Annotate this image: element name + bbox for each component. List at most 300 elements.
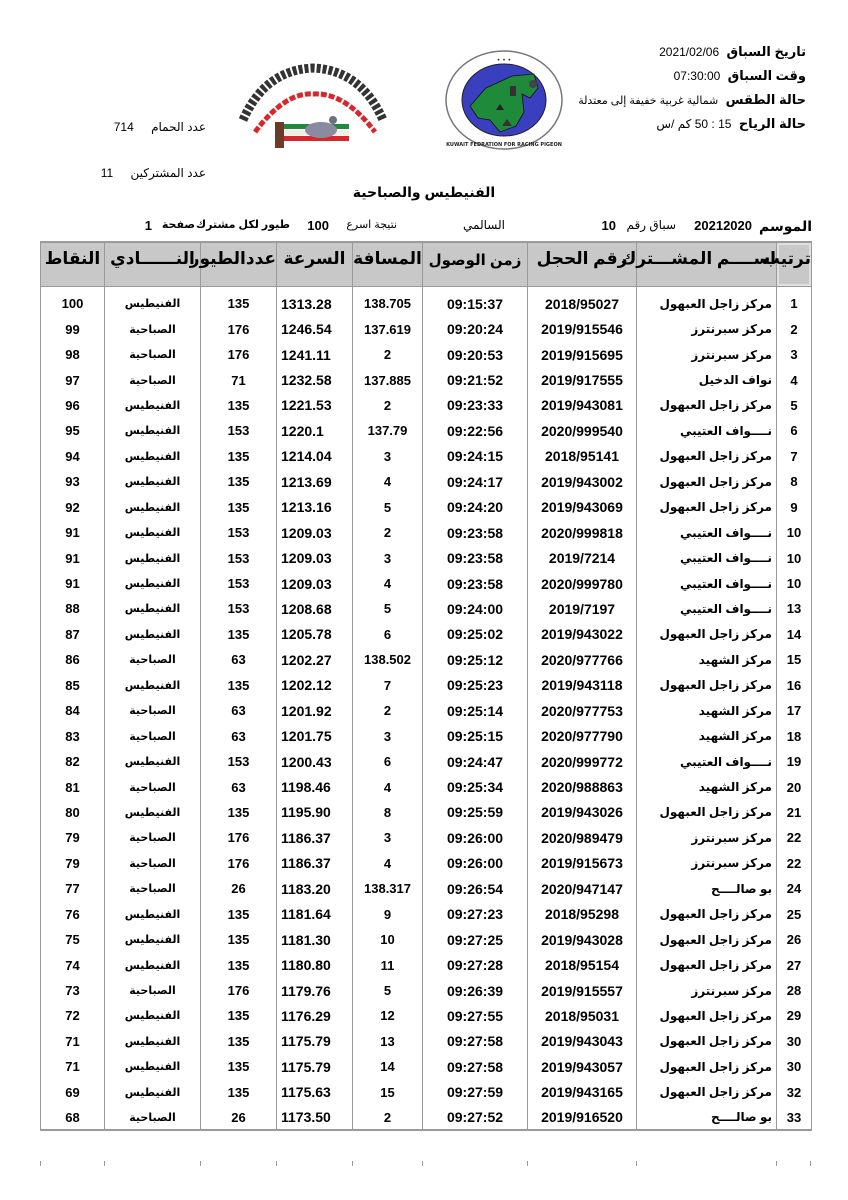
row-bird-count: 135 (201, 902, 277, 927)
row-participant-name: مركز الشهيد (637, 774, 777, 799)
row-arrival-time: 09:24:15 (423, 444, 528, 469)
table-row (41, 545, 812, 570)
header-rank: ترتيب (777, 242, 812, 286)
row-club: الفنيطيس (105, 418, 201, 443)
participants-count-label: عدد المشتركين (130, 166, 206, 180)
svg-text:• • •: • • • (496, 57, 512, 64)
header-points: النقاط (41, 242, 105, 286)
row-participant-name: مركز زاجل العبهول (637, 1080, 777, 1105)
row-rank: 14 (777, 622, 812, 647)
row-bird-count: 135 (201, 495, 277, 520)
row-rank: 33 (777, 1105, 812, 1130)
row-club: الفنيطيس (105, 469, 201, 494)
row-distance: 137.79 (353, 418, 423, 443)
row-participant-name: مركز سبرنترز (637, 978, 777, 1003)
row-points: 98 (41, 342, 105, 367)
row-participant-name: مركز الشهيد (637, 647, 777, 672)
row-bird-count: 135 (201, 1080, 277, 1105)
table-row (41, 1029, 812, 1054)
row-bird-count: 153 (201, 418, 277, 443)
row-distance: 5 (353, 978, 423, 1003)
race-meta (48, 218, 812, 240)
club-logo (225, 50, 400, 160)
row-distance: 11 (353, 952, 423, 977)
row-distance: 5 (353, 495, 423, 520)
row-points: 82 (41, 749, 105, 774)
row-ring-number: 2018/95298 (528, 902, 637, 927)
row-arrival-time: 09:26:54 (423, 876, 528, 901)
row-speed: 1186.37 (277, 851, 353, 876)
table-row (41, 1003, 812, 1028)
row-arrival-time: 09:23:58 (423, 520, 528, 545)
row-arrival-time: 09:24:17 (423, 469, 528, 494)
row-ring-number: 2019/915557 (528, 978, 637, 1003)
row-bird-count: 135 (201, 673, 277, 698)
row-points: 88 (41, 596, 105, 621)
row-rank: 10 (777, 545, 812, 570)
row-ring-number: 2019/943118 (528, 673, 637, 698)
row-points: 77 (41, 876, 105, 901)
row-participant-name: مركز زاجل العبهول (637, 469, 777, 494)
row-bird-count: 176 (201, 316, 277, 341)
table-row (41, 774, 812, 799)
table-row (41, 876, 812, 901)
row-participant-name: نــــواف العتيبي (637, 749, 777, 774)
row-club: الفنيطيس (105, 545, 201, 570)
row-speed: 1205.78 (277, 622, 353, 647)
row-arrival-time: 09:27:58 (423, 1054, 528, 1079)
row-bird-count: 135 (201, 393, 277, 418)
row-rank: 30 (777, 1054, 812, 1079)
row-rank: 22 (777, 851, 812, 876)
row-arrival-time: 09:25:12 (423, 647, 528, 672)
row-participant-name: بو صالــــح (637, 876, 777, 901)
row-club: الفنيطيس (105, 596, 201, 621)
row-bird-count: 135 (201, 469, 277, 494)
table-row (41, 571, 812, 596)
table-row (41, 647, 812, 672)
row-speed: 1201.75 (277, 723, 353, 748)
row-arrival-time: 09:27:25 (423, 927, 528, 952)
row-arrival-time: 09:25:23 (423, 673, 528, 698)
row-ring-number: 2020/989479 (528, 825, 637, 850)
row-points: 75 (41, 927, 105, 952)
row-points: 85 (41, 673, 105, 698)
row-bird-count: 153 (201, 571, 277, 596)
row-bird-count: 135 (201, 952, 277, 977)
table-row (41, 393, 812, 418)
race-date-label: تاريخ السباق (726, 44, 806, 59)
table-row (41, 342, 812, 367)
row-rank: 18 (777, 723, 812, 748)
row-speed: 1220.1 (277, 418, 353, 443)
federation-logo (442, 48, 566, 152)
row-bird-count: 71 (201, 367, 277, 392)
row-points: 87 (41, 622, 105, 647)
row-speed: 1208.68 (277, 596, 353, 621)
table-row (41, 444, 812, 469)
row-club: الصباحية (105, 367, 201, 392)
row-speed: 1180.80 (277, 952, 353, 977)
row-points: 91 (41, 545, 105, 570)
row-speed: 1181.64 (277, 902, 353, 927)
row-distance: 2 (353, 393, 423, 418)
row-rank: 8 (777, 469, 812, 494)
row-bird-count: 153 (201, 749, 277, 774)
row-distance: 12 (353, 1003, 423, 1028)
row-rank: 2 (777, 316, 812, 341)
row-speed: 1200.43 (277, 749, 353, 774)
row-club: الفنيطيس (105, 927, 201, 952)
table-row (41, 723, 812, 748)
result-label: نتيجة اسرع (346, 219, 397, 231)
results-table (40, 241, 812, 1131)
row-rank: 13 (777, 596, 812, 621)
row-speed: 1179.76 (277, 978, 353, 1003)
row-ring-number: 2020/999772 (528, 749, 637, 774)
row-arrival-time: 09:23:33 (423, 393, 528, 418)
pigeons-count-label: عدد الحمام (151, 120, 206, 134)
row-bird-count: 135 (201, 444, 277, 469)
row-participant-name: نــــواف العتيبي (637, 520, 777, 545)
row-club: الفنيطيس (105, 520, 201, 545)
row-bird-count: 153 (201, 596, 277, 621)
row-speed: 1241.11 (277, 342, 353, 367)
row-bird-count: 176 (201, 825, 277, 850)
row-points: 73 (41, 978, 105, 1003)
location: السالمي (463, 218, 505, 232)
row-speed: 1201.92 (277, 698, 353, 723)
row-ring-number: 2018/95027 (528, 291, 637, 316)
row-speed: 1176.29 (277, 1003, 353, 1028)
page-label: صفحة (161, 219, 195, 231)
row-speed: 1221.53 (277, 393, 353, 418)
row-participant-name: مركز الشهيد (637, 698, 777, 723)
row-points: 96 (41, 393, 105, 418)
row-points: 92 (41, 495, 105, 520)
row-distance: 7 (353, 673, 423, 698)
row-arrival-time: 09:27:52 (423, 1105, 528, 1130)
row-points: 69 (41, 1080, 105, 1105)
row-participant-name: مركز الشهيد (637, 723, 777, 748)
race-number-value: 10 (601, 218, 616, 233)
row-arrival-time: 09:25:15 (423, 723, 528, 748)
row-ring-number: 2019/916520 (528, 1105, 637, 1130)
row-ring-number: 2019/943026 (528, 800, 637, 825)
table-row (41, 469, 812, 494)
header-distance: المسافة (353, 242, 423, 286)
row-points: 72 (41, 1003, 105, 1028)
row-rank: 7 (777, 444, 812, 469)
row-ring-number: 2019/917555 (528, 367, 637, 392)
row-participant-name: مركز زاجل العبهول (637, 495, 777, 520)
per-participant-label: طيور لكل مشترك (196, 219, 290, 231)
wind-value: 15 : 50 كم /س (656, 117, 732, 131)
row-club: الفنيطيس (105, 1029, 201, 1054)
row-rank: 5 (777, 393, 812, 418)
row-distance: 14 (353, 1054, 423, 1079)
row-club: الفنيطيس (105, 1054, 201, 1079)
race-date-row (546, 40, 806, 64)
row-speed: 1175.63 (277, 1080, 353, 1105)
row-club: الفنيطيس (105, 444, 201, 469)
row-distance: 2 (353, 520, 423, 545)
page-value: 1 (144, 218, 152, 233)
row-bird-count: 135 (201, 622, 277, 647)
row-bird-count: 176 (201, 851, 277, 876)
race-info (546, 40, 806, 136)
row-speed: 1195.90 (277, 800, 353, 825)
row-distance: 9 (353, 902, 423, 927)
footer-tick (352, 1161, 353, 1166)
row-rank: 19 (777, 749, 812, 774)
row-club: الصباحية (105, 723, 201, 748)
row-distance: 4 (353, 851, 423, 876)
race-time-value: 07:30:00 (673, 69, 721, 83)
table-row (41, 952, 812, 977)
row-club: الفنيطيس (105, 673, 201, 698)
row-participant-name: مركز زاجل العبهول (637, 444, 777, 469)
row-speed: 1209.03 (277, 545, 353, 570)
row-participant-name: مركز زاجل العبهول (637, 673, 777, 698)
row-bird-count: 135 (201, 1029, 277, 1054)
row-arrival-time: 09:22:56 (423, 418, 528, 443)
row-ring-number: 2020/999818 (528, 520, 637, 545)
row-ring-number: 2020/977766 (528, 647, 637, 672)
row-points: 81 (41, 774, 105, 799)
race-date-value: 2021/02/06 (659, 45, 720, 59)
row-speed: 1209.03 (277, 571, 353, 596)
row-ring-number: 2019/943002 (528, 469, 637, 494)
row-rank: 30 (777, 1029, 812, 1054)
results-body (41, 286, 812, 1130)
row-points: 91 (41, 571, 105, 596)
footer-tick (422, 1161, 423, 1166)
table-row (41, 851, 812, 876)
row-speed: 1246.54 (277, 316, 353, 341)
row-club: الصباحية (105, 851, 201, 876)
row-participant-name: مركز سبرنترز (637, 825, 777, 850)
row-bird-count: 135 (201, 927, 277, 952)
row-ring-number: 2019/915546 (528, 316, 637, 341)
row-ring-number: 2019/7197 (528, 596, 637, 621)
table-row (41, 698, 812, 723)
row-club: الصباحية (105, 316, 201, 341)
row-ring-number: 2019/943043 (528, 1029, 637, 1054)
row-ring-number: 2019/943081 (528, 393, 637, 418)
row-arrival-time: 09:27:55 (423, 1003, 528, 1028)
table-row (41, 825, 812, 850)
row-distance: 8 (353, 800, 423, 825)
row-participant-name: نــــواف العتيبي (637, 596, 777, 621)
header-ring: رقم الحجل (528, 242, 637, 286)
row-arrival-time: 09:26:00 (423, 825, 528, 850)
row-rank: 10 (777, 520, 812, 545)
row-club: الفنيطيس (105, 622, 201, 647)
row-participant-name: نــــواف العتيبي (637, 571, 777, 596)
row-distance: 6 (353, 622, 423, 647)
row-participant-name: مركز زاجل العبهول (637, 1029, 777, 1054)
pigeons-count-row (76, 118, 206, 164)
header-club: النــــــادي (105, 242, 201, 286)
row-points: 86 (41, 647, 105, 672)
row-points: 74 (41, 952, 105, 977)
row-distance: 15 (353, 1080, 423, 1105)
row-club: الصباحية (105, 978, 201, 1003)
row-participant-name: نــــواف العتيبي (637, 418, 777, 443)
row-arrival-time: 09:26:00 (423, 851, 528, 876)
row-club: الفنيطيس (105, 952, 201, 977)
row-points: 84 (41, 698, 105, 723)
row-bird-count: 176 (201, 342, 277, 367)
row-bird-count: 153 (201, 520, 277, 545)
table-row (41, 673, 812, 698)
row-bird-count: 26 (201, 876, 277, 901)
row-participant-name: بو صالــــح (637, 1105, 777, 1130)
row-bird-count: 135 (201, 1054, 277, 1079)
header-name: اســــم المشـــترك (637, 242, 777, 286)
footer-tick (104, 1161, 105, 1166)
row-points: 97 (41, 367, 105, 392)
row-points: 94 (41, 444, 105, 469)
row-club: الفنيطيس (105, 291, 201, 316)
footer-tick (810, 1161, 811, 1166)
footer-tick (200, 1161, 201, 1166)
table-row (41, 1105, 812, 1130)
row-distance: 137.619 (353, 316, 423, 341)
row-points: 91 (41, 520, 105, 545)
row-bird-count: 26 (201, 1105, 277, 1130)
row-club: الفنيطيس (105, 749, 201, 774)
row-club: الفنيطيس (105, 393, 201, 418)
row-ring-number: 2018/95031 (528, 1003, 637, 1028)
table-header-row (41, 242, 812, 286)
row-speed: 1209.03 (277, 520, 353, 545)
table-row (41, 1080, 812, 1105)
row-participant-name: مركز زاجل العبهول (637, 1054, 777, 1079)
row-club: الفنيطيس (105, 571, 201, 596)
row-speed: 1175.79 (277, 1029, 353, 1054)
row-participant-name: مركز سبرنترز (637, 316, 777, 341)
footer-tick (527, 1161, 528, 1166)
row-speed: 1214.04 (277, 444, 353, 469)
table-row (41, 927, 812, 952)
row-club: الفنيطيس (105, 1080, 201, 1105)
row-bird-count: 153 (201, 545, 277, 570)
row-speed: 1213.69 (277, 469, 353, 494)
row-speed: 1175.79 (277, 1054, 353, 1079)
row-ring-number: 2019/943022 (528, 622, 637, 647)
row-bird-count: 63 (201, 774, 277, 799)
row-bird-count: 176 (201, 978, 277, 1003)
footer-tick (776, 1161, 777, 1166)
row-points: 95 (41, 418, 105, 443)
table-row (41, 596, 812, 621)
row-speed: 1202.12 (277, 673, 353, 698)
footer-tick (636, 1161, 637, 1166)
row-participant-name: مركز زاجل العبهول (637, 902, 777, 927)
table-row (41, 978, 812, 1003)
row-points: 100 (41, 291, 105, 316)
row-arrival-time: 09:24:00 (423, 596, 528, 621)
row-points: 79 (41, 825, 105, 850)
result-value: 100 (307, 218, 329, 233)
row-points: 71 (41, 1054, 105, 1079)
row-ring-number: 2018/95141 (528, 444, 637, 469)
row-rank: 9 (777, 495, 812, 520)
row-points: 76 (41, 902, 105, 927)
row-distance: 3 (353, 545, 423, 570)
row-speed: 1232.58 (277, 367, 353, 392)
row-speed: 1202.27 (277, 647, 353, 672)
row-distance: 13 (353, 1029, 423, 1054)
row-points: 99 (41, 316, 105, 341)
weather-label: حالة الطقس (725, 92, 806, 107)
row-club: الصباحية (105, 698, 201, 723)
row-distance: 137.885 (353, 367, 423, 392)
row-distance: 2 (353, 1105, 423, 1130)
table-row (41, 622, 812, 647)
row-points: 80 (41, 800, 105, 825)
row-participant-name: مركز زاجل العبهول (637, 952, 777, 977)
row-ring-number: 2019/943057 (528, 1054, 637, 1079)
table-footer-ticks (40, 1161, 811, 1167)
row-ring-number: 2020/977790 (528, 723, 637, 748)
wind-row (546, 112, 806, 136)
row-rank: 20 (777, 774, 812, 799)
row-club: الصباحية (105, 774, 201, 799)
row-distance: 3 (353, 444, 423, 469)
row-bird-count: 135 (201, 291, 277, 316)
row-club: الفنيطيس (105, 800, 201, 825)
row-rank: 24 (777, 876, 812, 901)
row-participant-name: مركز سبرنترز (637, 851, 777, 876)
row-arrival-time: 09:15:37 (423, 291, 528, 316)
row-arrival-time: 09:21:52 (423, 367, 528, 392)
row-arrival-time: 09:25:59 (423, 800, 528, 825)
row-participant-name: مركز زاجل العبهول (637, 800, 777, 825)
wind-label: حالة الرياح (738, 116, 806, 131)
header-arrival: زمن الوصول (423, 242, 528, 286)
row-rank: 25 (777, 902, 812, 927)
row-rank: 27 (777, 952, 812, 977)
row-rank: 32 (777, 1080, 812, 1105)
row-distance: 6 (353, 749, 423, 774)
row-rank: 21 (777, 800, 812, 825)
table-row (41, 800, 812, 825)
row-club: الصباحية (105, 1105, 201, 1130)
row-rank: 28 (777, 978, 812, 1003)
table-row (41, 316, 812, 341)
row-rank: 15 (777, 647, 812, 672)
table-row (41, 902, 812, 927)
row-arrival-time: 09:24:47 (423, 749, 528, 774)
row-bird-count: 63 (201, 698, 277, 723)
row-rank: 26 (777, 927, 812, 952)
row-distance: 138.502 (353, 647, 423, 672)
row-rank: 4 (777, 367, 812, 392)
row-distance: 4 (353, 571, 423, 596)
row-rank: 1 (777, 291, 812, 316)
row-bird-count: 135 (201, 1003, 277, 1028)
row-participant-name: مركز زاجل العبهول (637, 622, 777, 647)
row-ring-number: 2019/7214 (528, 545, 637, 570)
table-row (41, 418, 812, 443)
row-arrival-time: 09:20:53 (423, 342, 528, 367)
row-distance: 3 (353, 723, 423, 748)
row-arrival-time: 09:23:58 (423, 545, 528, 570)
row-participant-name: مركز زاجل العبهول (637, 1003, 777, 1028)
